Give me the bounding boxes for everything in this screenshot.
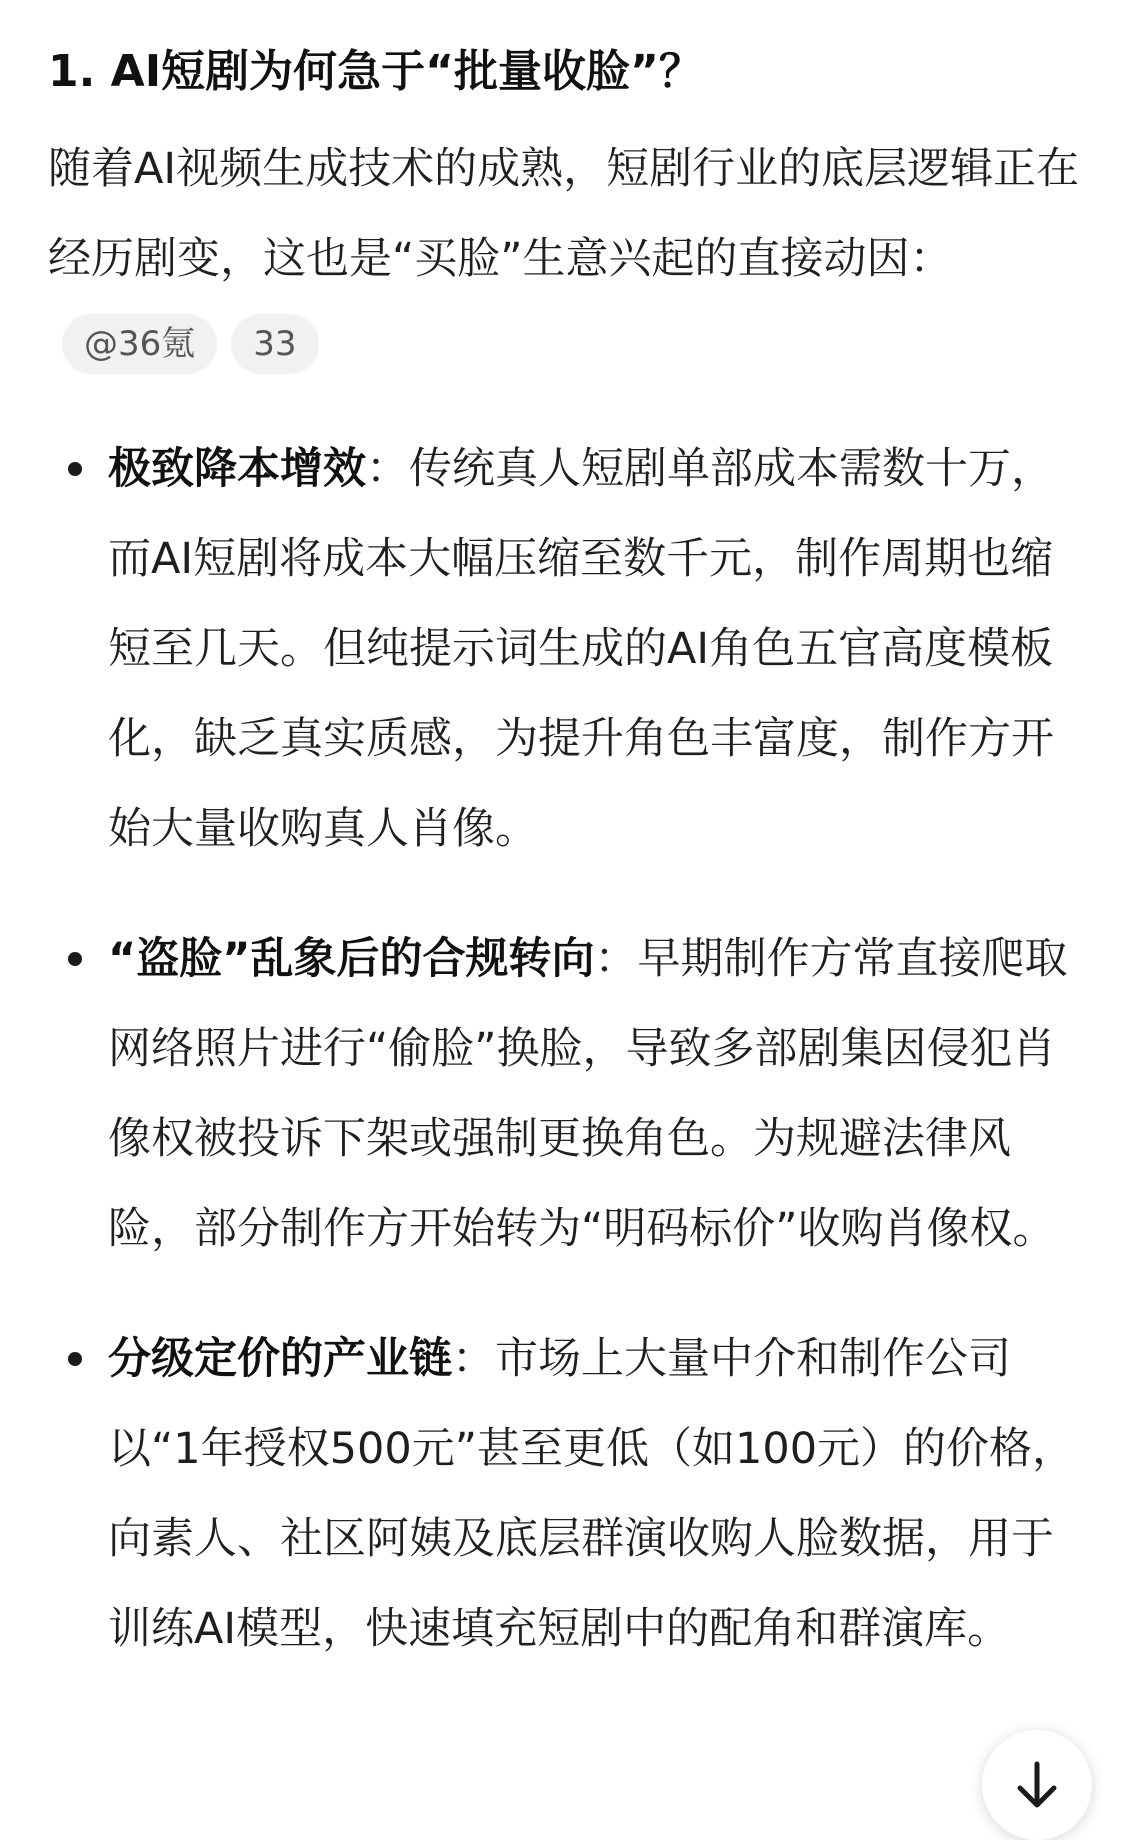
bullet-text: ：市场上大量中介和制作公司以“1年授权500元”甚至更低（如100元）的价格，向素人、社区阿姨及底层群演收购人脸数据，用于训练AI模型，快速填充短剧中的配角和群演库。	[108, 1334, 1076, 1654]
intro-text: 随着AI视频生成技术的成熟，短剧行业的底层逻辑正在经历剧变，这也是“买脸”生意兴起的直接动因：	[48, 144, 1080, 284]
bullet-dot-icon	[68, 462, 82, 476]
list-item	[48, 424, 1088, 874]
bullet-dot-icon	[68, 1352, 82, 1366]
citation-source-chip[interactable]: @36氪	[62, 314, 217, 374]
bullet-title: 极致降本增效	[108, 444, 366, 494]
bullet-title: 分级定价的产业链	[108, 1334, 452, 1384]
article-content	[48, 30, 1088, 1714]
bullet-list	[48, 424, 1088, 1674]
bullet-text: ：传统真人短剧单部成本需数十万，而AI短剧将成本大幅压缩至数千元，制作周期也缩短至几天。但纯提示词生成的AI角色五官高度模板化，缺乏真实质感，为提升角色丰富度，制作方开始大量收购真人肖像。	[108, 444, 1054, 854]
arrow-down-icon	[1014, 1760, 1060, 1810]
list-item	[48, 914, 1088, 1274]
intro-paragraph	[48, 124, 1088, 394]
bullet-title: “盗脸”乱象后的合规转向	[108, 934, 595, 984]
list-item	[48, 1314, 1088, 1674]
bullet-dot-icon	[68, 952, 82, 966]
citation-count-chip[interactable]: 33	[231, 314, 318, 374]
bullet-text: ：早期制作方常直接爬取网络照片进行“偷脸”换脸，导致多部剧集因侵犯肖像权被投诉下架或强制更换角色。为规避法律风险，部分制作方开始转为“明码标价”收购肖像权。	[108, 934, 1068, 1254]
section-heading: 1. AI短剧为何急于“批量收脸”？	[48, 46, 703, 97]
